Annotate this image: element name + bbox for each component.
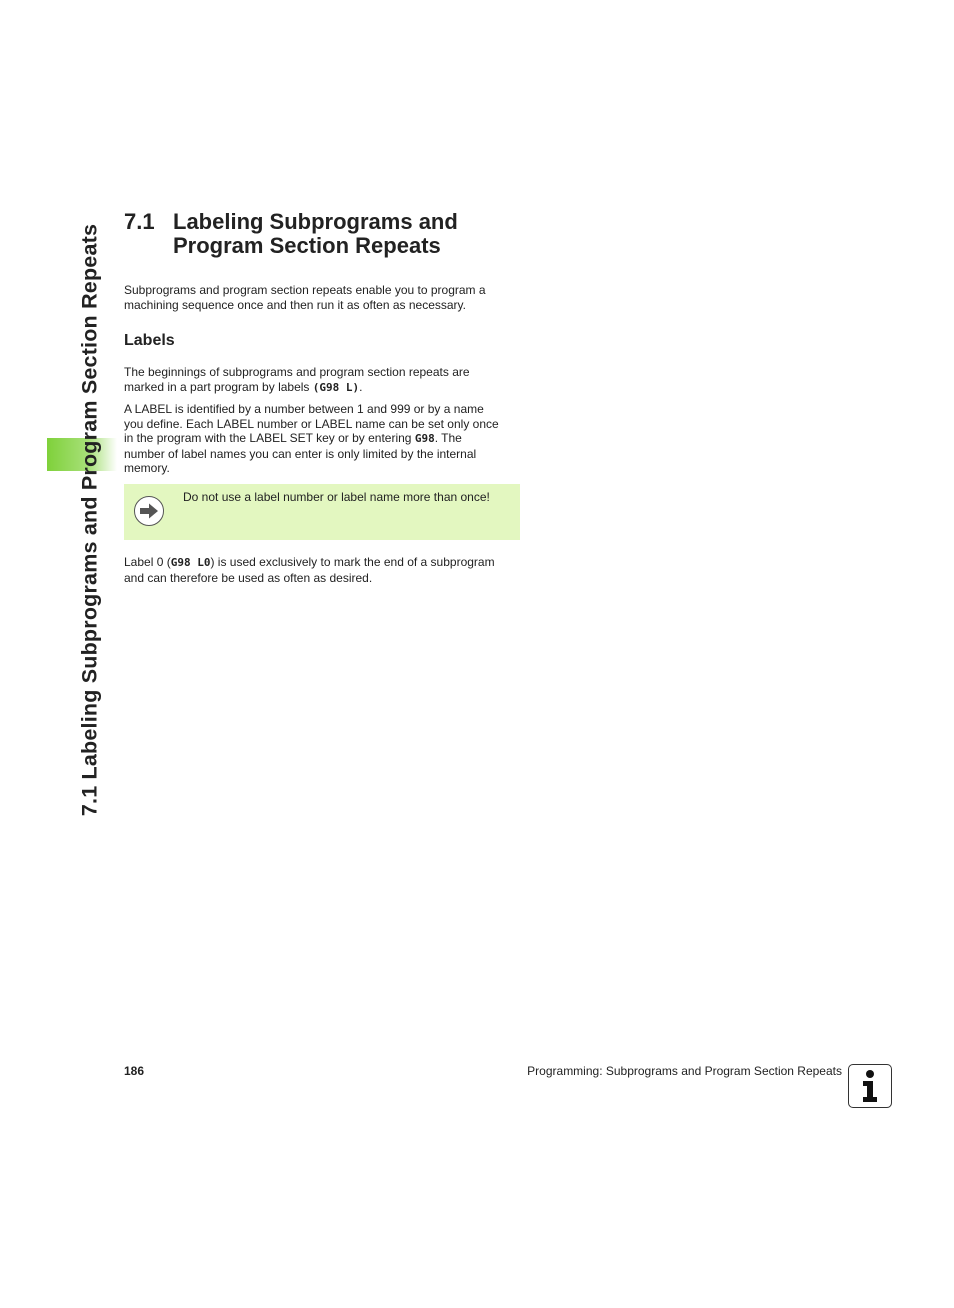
p1-line2-post: . xyxy=(359,379,363,394)
chapter-title-line2: Program Section Repeats xyxy=(173,233,441,258)
chapter-number: 7.1 xyxy=(124,209,155,234)
p3-line1-pre: Label 0 ( xyxy=(124,555,171,569)
note-box xyxy=(124,484,520,540)
p1-code: (G98 L) xyxy=(312,380,360,394)
note-text: Do not use a label number or label name more than once! xyxy=(183,490,490,504)
p3-line2: and can therefore be used as often as desired. xyxy=(124,570,373,585)
intro-paragraph xyxy=(124,283,520,312)
footer-title: Programming: Subprograms and Program Section Repeats xyxy=(527,1064,842,1078)
intro-line1: Subprograms and program section repeats enable you to program a xyxy=(124,283,486,297)
p1-line1: The beginnings of subprograms and program section repeats are xyxy=(124,365,470,379)
p2-line1: A LABEL is identified by a number between 1 and 999 or by a name xyxy=(124,402,484,416)
section-heading: Labels xyxy=(124,332,175,349)
p3-line1-post: ) is used exclusively to mark the end of a subprogram xyxy=(210,555,495,569)
p2-line4: number of label names you can enter is only limited by the internal xyxy=(124,446,477,461)
labels-paragraph-2 xyxy=(124,402,520,476)
intro-line2: machining sequence once and then run it as often as necessary. xyxy=(124,297,466,312)
page-number: 186 xyxy=(124,1064,145,1078)
p1-line2-pre: marked in a part program by labels xyxy=(124,379,313,394)
side-chapter-title: 7.1 Labeling Subprograms and Program Section Repeats xyxy=(77,223,102,817)
arrow-right-icon xyxy=(134,496,164,526)
p2-line3-pre: in the program with the LABEL SET key or by entering xyxy=(124,431,415,445)
p2-line3-post: . The xyxy=(434,431,462,445)
labels-paragraph-3 xyxy=(124,555,520,585)
chapter-title-line1: Labeling Subprograms and xyxy=(173,209,458,234)
p2-line5: memory. xyxy=(124,461,170,475)
labels-paragraph-1 xyxy=(124,365,520,395)
info-icon xyxy=(848,1064,892,1108)
p2-code: G98 xyxy=(414,432,435,445)
p3-code: G98 L0 xyxy=(170,556,211,569)
p2-line2: you define. Each LABEL number or LABEL name can be set only once xyxy=(124,416,499,431)
